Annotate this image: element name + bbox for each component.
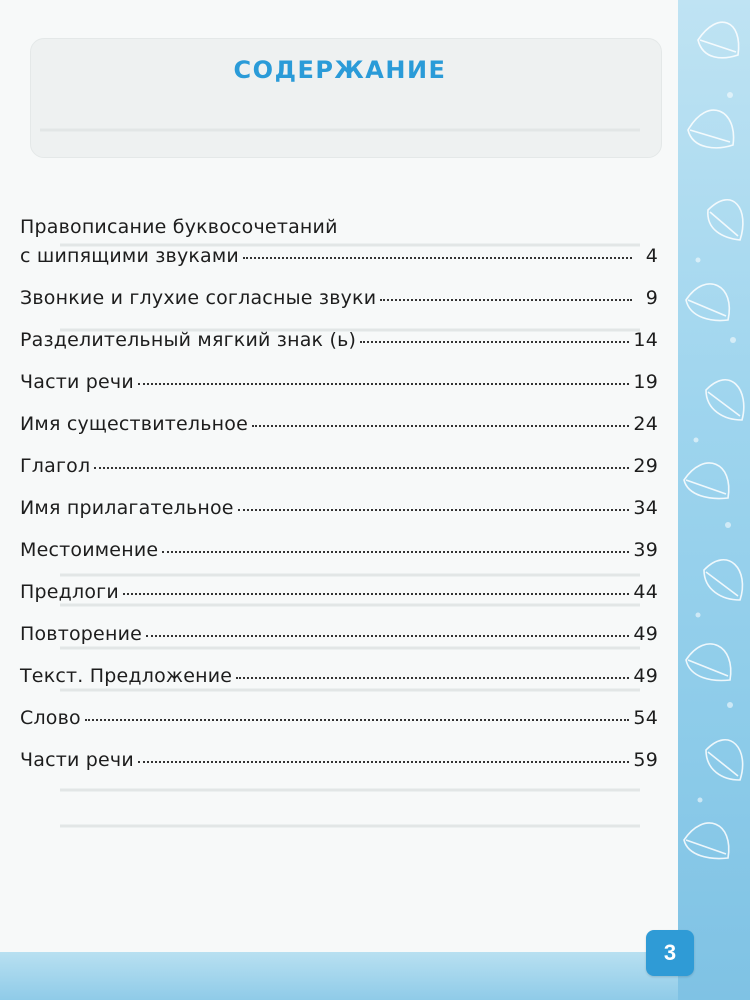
toc-entry-page: 49: [633, 623, 658, 645]
toc-entry: [20, 366, 658, 408]
toc-leader-dots: [238, 489, 630, 511]
toc-leader-dots: [123, 573, 630, 595]
toc-entry-label: Глагол: [20, 455, 91, 477]
toc-entry: [20, 408, 658, 450]
toc-entry-label: Слово: [20, 707, 81, 729]
toc-leader-dots: [94, 447, 629, 469]
toc-entry: [20, 702, 658, 744]
toc-leader-dots: [236, 657, 629, 679]
toc-entry: [20, 492, 658, 534]
page-title: СОДЕРЖАНИЕ: [233, 56, 447, 84]
toc-entry-label: Имя существительное: [20, 413, 248, 435]
toc-entry-label: Имя прилагательное: [20, 497, 234, 519]
toc-entry: [20, 576, 658, 618]
toc-entry: [20, 450, 658, 492]
toc-entry-label: Местоимение: [20, 539, 159, 561]
toc-entry-label: Повторение: [20, 623, 143, 645]
toc-entry-page: 14: [633, 329, 658, 351]
toc-entry: [20, 660, 658, 702]
toc-entry-page: 29: [633, 455, 658, 477]
toc-leader-dots: [146, 615, 629, 637]
toc-entry: [20, 618, 658, 660]
toc-entry-label-line1: Правописание буквосочетаний: [20, 216, 338, 238]
toc-entry: [20, 744, 658, 786]
toc-entry-label: Части речи: [20, 749, 134, 771]
toc-entry-page: 39: [633, 539, 658, 561]
toc-entry-page: 49: [633, 665, 658, 687]
toc-leader-dots: [252, 405, 629, 427]
toc-entry-label: Звонкие и глухие согласные звуки: [20, 287, 377, 309]
table-of-contents: [20, 214, 658, 786]
toc-entry-page: 44: [633, 581, 658, 603]
toc-entry-page: 19: [633, 371, 658, 393]
toc-entry: [20, 324, 658, 366]
toc-leader-dots: [380, 279, 632, 301]
side-decor-band: [678, 0, 750, 1000]
page-number-badge: 3: [646, 930, 694, 976]
toc-entry-page: 4: [645, 245, 658, 267]
toc-entry-page: 54: [633, 707, 658, 729]
toc-entry: [20, 282, 658, 324]
toc-leader-dots: [138, 363, 630, 385]
toc-entry: [20, 534, 658, 576]
toc-entry-label: Разделительный мягкий знак (ь): [20, 329, 357, 351]
leaf-pattern-icon: [678, 0, 750, 1000]
toc-leader-dots: [138, 741, 630, 763]
toc-entry-page: 9: [645, 287, 658, 309]
bottom-decor-band: [0, 952, 750, 1000]
toc-entry-label: с шипящими звуками: [20, 245, 239, 267]
toc-entry: [20, 214, 658, 282]
toc-entry-label: Части речи: [20, 371, 134, 393]
toc-leader-dots: [162, 531, 629, 553]
toc-leader-dots: [243, 237, 632, 259]
toc-entry-page: 59: [633, 749, 658, 771]
toc-entry-page: 24: [633, 413, 658, 435]
toc-entry-page: 34: [633, 497, 658, 519]
toc-entry-label: Предлоги: [20, 581, 119, 603]
toc-leader-dots: [360, 321, 629, 343]
toc-entry-label: Текст. Предложение: [20, 665, 233, 687]
toc-leader-dots: [85, 699, 630, 721]
